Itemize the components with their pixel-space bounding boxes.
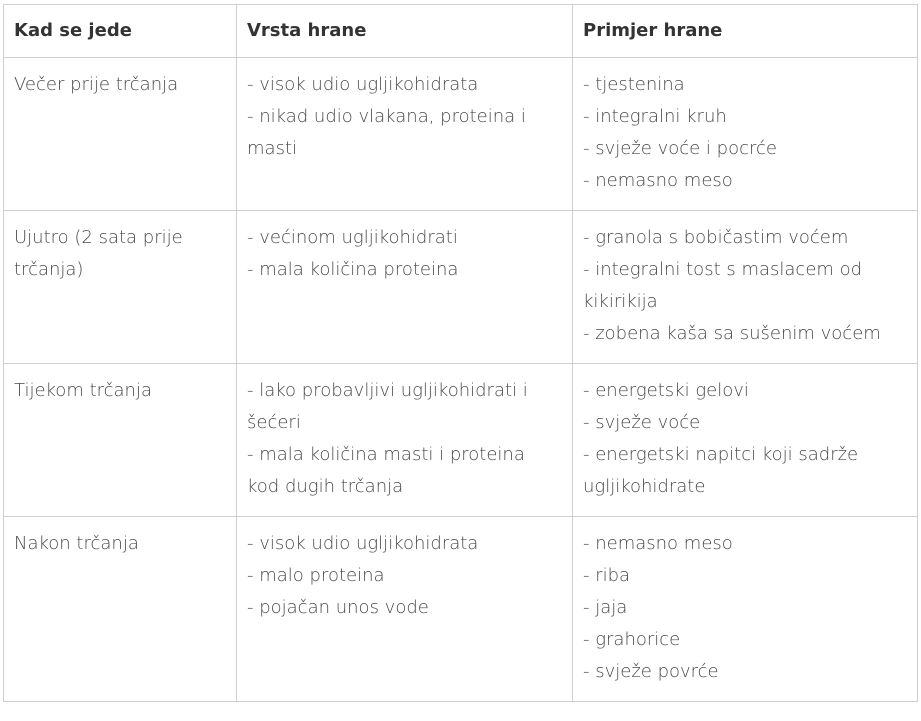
cell-when: Nakon trčanja <box>4 517 237 702</box>
table-row <box>4 58 918 211</box>
nutrition-table <box>3 4 918 702</box>
example-item: - nemasno meso <box>583 533 733 554</box>
type-item: - visok udio ugljikohidrata <box>247 533 479 554</box>
cell-examples <box>573 364 918 517</box>
header-row <box>4 5 918 58</box>
cell-examples <box>573 211 918 364</box>
cell-type <box>237 364 573 517</box>
example-item: - svježe povrće <box>583 661 719 682</box>
type-item: - lako probavljivi ugljikohidrati i šećeri <box>247 380 528 433</box>
type-item: - većinom ugljikohidrati <box>247 227 458 248</box>
table-row <box>4 364 918 517</box>
example-item: - granola s bobičastim voćem <box>583 227 849 248</box>
cell-when: Ujutro (2 sata prije trčanja) <box>4 211 237 364</box>
example-item: - tjestenina <box>583 74 685 95</box>
cell-type <box>237 211 573 364</box>
type-item: - pojačan unos vode <box>247 597 429 618</box>
cell-when: Večer prije trčanja <box>4 58 237 211</box>
cell-type <box>237 517 573 702</box>
cell-examples <box>573 58 918 211</box>
example-item: - jaja <box>583 597 628 618</box>
table-row <box>4 211 918 364</box>
example-item: - riba <box>583 565 631 586</box>
type-item: - mala količina masti i proteina kod dugih trčanja <box>247 444 525 497</box>
header-type: Vrsta hrane <box>237 5 573 58</box>
type-item: - visok udio ugljikohidrata <box>247 74 479 95</box>
example-item: - energetski napitci koji sadrže ugljikohidrate <box>583 444 859 497</box>
table-row <box>4 517 918 702</box>
example-item: - energetski gelovi <box>583 380 749 401</box>
type-item: - malo proteina <box>247 565 385 586</box>
example-item: - svježe voće <box>583 412 701 433</box>
header-when: Kad se jede <box>4 5 237 58</box>
header-examples: Primjer hrane <box>573 5 918 58</box>
example-item: - nemasno meso <box>583 170 733 191</box>
example-item: - grahorice <box>583 629 681 650</box>
cell-examples <box>573 517 918 702</box>
type-item: - nikad udio vlakana, proteina i masti <box>247 106 526 159</box>
example-item: - integralni kruh <box>583 106 727 127</box>
example-item: - svježe voće i pocrće <box>583 138 777 159</box>
example-item: - zobena kaša sa sušenim voćem <box>583 323 881 344</box>
cell-when: Tijekom trčanja <box>4 364 237 517</box>
cell-type <box>237 58 573 211</box>
example-item: - integralni tost s maslacem od kikirikija <box>583 259 863 312</box>
type-item: - mala količina proteina <box>247 259 459 280</box>
